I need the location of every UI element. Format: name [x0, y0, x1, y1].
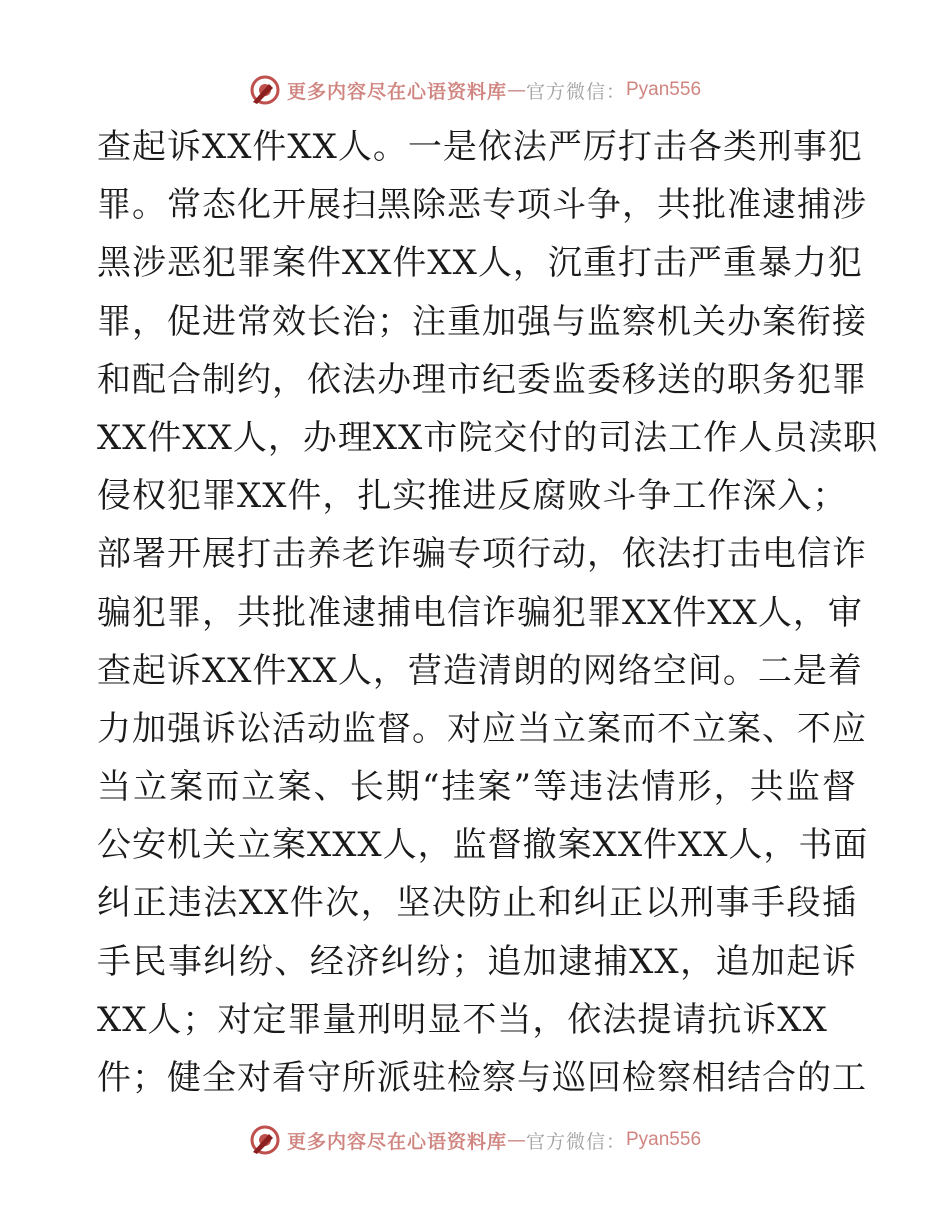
text-line: 件；健全对看守所派驻检察与巡回检察相结合的工 — [97, 1058, 867, 1098]
text-line: 当立案而立案、长期“挂案”等违法情形，共监督 — [97, 767, 857, 808]
pen-logo-icon — [249, 1124, 281, 1156]
footer-watermark — [0, 1124, 950, 1156]
watermark-account: Pyan556 — [626, 1129, 702, 1150]
pen-logo-icon — [249, 74, 281, 106]
text-line: 部署开展打击养老诈骗专项行动，依法打击电信诈 — [97, 534, 867, 575]
text-line: 力加强诉讼活动监督。对应当立案而不立案、不应 — [97, 708, 867, 749]
text-line: XX件XX人，办理XX市院交付的司法工作人员渎职 — [97, 417, 879, 458]
text-line: 罪。常态化开展扫黑除恶专项斗争，共批准逮捕涉 — [97, 185, 867, 226]
text-line: 手民事纠纷、经济纠纷；追加逮捕XX，追加起诉 — [97, 941, 857, 982]
text-line: 查起诉XX件XX人。一是依法严厉打击各类刑事犯 — [97, 127, 863, 167]
watermark-separator: — — [506, 1129, 526, 1151]
watermark-label: 官方微信： — [525, 1130, 626, 1153]
text-line: 黑涉恶犯罪案件XX件XX人，沉重打击严重暴力犯 — [97, 243, 863, 284]
document-body — [97, 118, 879, 1107]
text-line: 骗犯罪，共批准逮捕电信诈骗犯罪XX件XX人，审 — [97, 592, 863, 633]
watermark-text: 更多内容尽在心语资料库 — [286, 80, 507, 103]
watermark-account: Pyan556 — [626, 79, 702, 100]
watermark-text: 更多内容尽在心语资料库 — [286, 1130, 507, 1153]
watermark-label: 官方微信： — [525, 80, 626, 103]
text-line: 侵权犯罪XX件，扎实推进反腐败斗争工作深入； — [97, 476, 848, 517]
text-line: 纠正违法XX件次，坚决防止和纠正以刑事手段插 — [97, 883, 857, 924]
text-line: 公安机关立案XXX人，监督撤案XX件XX人，书面 — [97, 825, 869, 866]
watermark-separator: — — [506, 79, 526, 101]
header-watermark — [0, 74, 950, 106]
text-line: 罪，促进常效长治；注重加强与监察机关办案衔接 — [97, 301, 867, 342]
text-line: 和配合制约，依法办理市纪委监委移送的职务犯罪 — [97, 359, 867, 400]
text-line: 查起诉XX件XX人，营造清朗的网络空间。二是着 — [97, 650, 863, 691]
text-line: XX人；对定罪量刑明显不当，依法提请抗诉XX — [97, 999, 828, 1040]
